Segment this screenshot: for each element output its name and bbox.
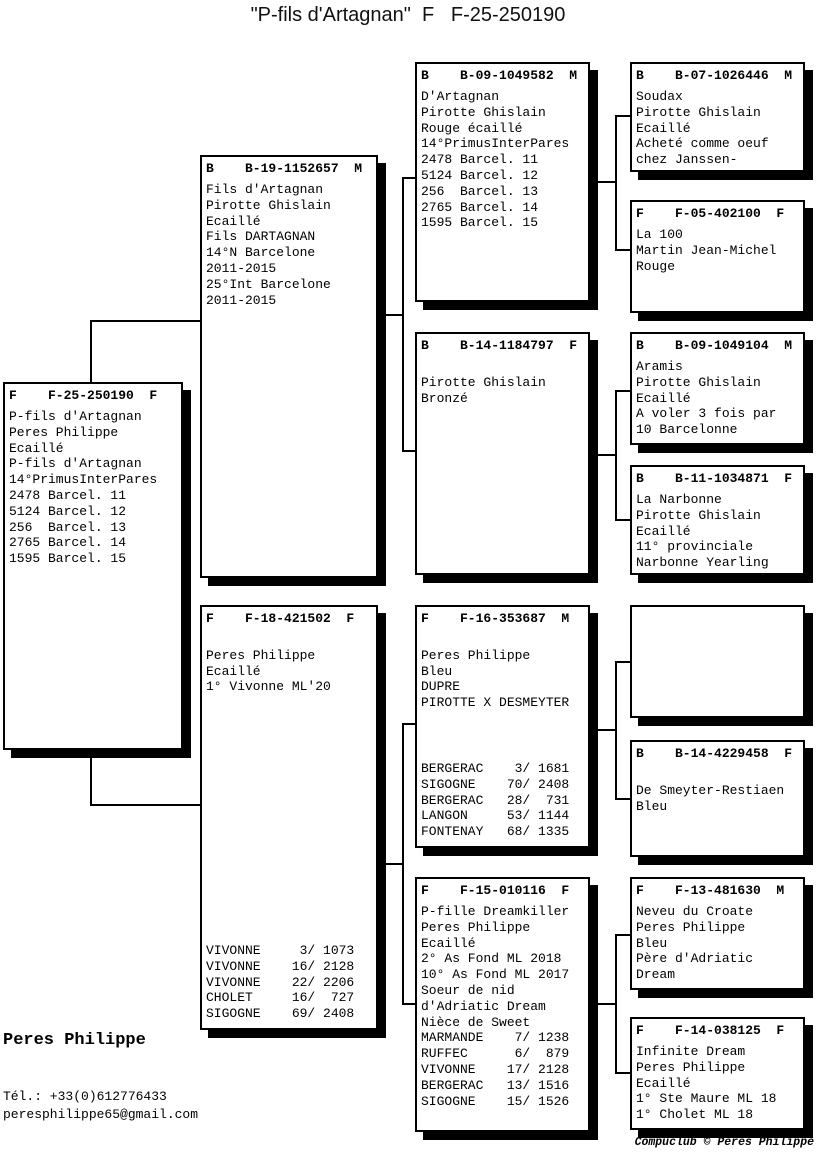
box-F-16-353687: [415, 605, 590, 848]
connector-line: [615, 390, 631, 392]
connector-line: [590, 181, 617, 183]
connector-line: [402, 177, 404, 452]
connector-line: [402, 450, 416, 452]
box-lines: Neveu du Croate Peres Philippe Bleu Père d'Adriatic Dream: [636, 904, 754, 983]
ring-header: F F-13-481630 M: [636, 883, 785, 898]
connector-line: [402, 1003, 416, 1005]
connector-line: [402, 177, 416, 179]
box-F-05-402100: [630, 200, 805, 313]
connector-line: [615, 661, 617, 800]
connector-line: [590, 454, 617, 456]
box-lines: Soudax Pirotte Ghislain Ecaillé Acheté comme oeuf chez Janssen-: [636, 89, 769, 168]
connector-line: [402, 723, 416, 725]
breeder-email: peresphilippe65@gmail.com: [3, 1107, 199, 1122]
box-F-15-010116: [415, 877, 590, 1132]
connector-line: [615, 249, 631, 251]
box-lines: P-fils d'Artagnan Peres Philippe Ecaillé P-fils d'Artagnan 14°PrimusInterPares 2478 Barcel. 11 5124 Barcel. 12 256 Barcel. 13 2765 Barcel. 14 1595 Barcel. 15: [9, 409, 158, 567]
ring-header: F F-16-353687 M: [421, 611, 570, 626]
box-subject-F-25-250190: [3, 382, 183, 750]
breeder-phone: Tél.: +33(0)612776433: [3, 1089, 167, 1104]
connector-line: [615, 390, 617, 521]
box-lines: P-fille Dreamkiller Peres Philippe Ecaillé 2° As Fond ML 2018 10° As Fond ML 2017 Soeur de nid d'Adriatic Dream Nièce de Sweet MARMANDE 7/ 1238 RUFFEC 6/ 879 VIVONNE 17/ 2128 BERGERAC 13/ 1516 SIGOGNE 15/ 1526: [421, 904, 570, 1109]
box-sire-B-19-1152657: [200, 155, 378, 578]
box-F-14-038125: [630, 1017, 805, 1130]
connector-line: [615, 934, 617, 1074]
box-lines: Fils d'Artagnan Pirotte Ghislain Ecaillé Fils DARTAGNAN 14°N Barcelone 2011-2015 25°Int Barcelone 2011-2015: [206, 182, 331, 308]
box-dam-F-18-421502: [200, 605, 378, 1030]
ring-header: B B-19-1152657 M: [206, 161, 363, 176]
connector-line: [378, 314, 404, 316]
connector-line: [615, 798, 631, 800]
connector-line: [615, 519, 631, 521]
box-F-13-481630: [630, 877, 805, 990]
box-lines: Infinite Dream Peres Philippe Ecaillé 1° Ste Maure ML 18 1° Cholet ML 18: [636, 1044, 777, 1123]
ring-header: B B-14-4229458 F: [636, 746, 793, 761]
ring-header: B B-14-1184797 F: [421, 338, 578, 353]
ring-header: B B-09-1049104 M: [636, 338, 793, 353]
box-lines: D'Artagnan Pirotte Ghislain Rouge écaillé 14°PrimusInterPares 2478 Barcel. 11 5124 Barcel. 12 256 Barcel. 13 2765 Barcel. 14 1595 Barcel. 15: [421, 89, 570, 231]
race-results: VIVONNE 3/ 1073 VIVONNE 16/ 2128 VIVONNE 22/ 2206 CHOLET 16/ 727 SIGOGNE 69/ 2408: [206, 943, 355, 1022]
connector-line: [615, 934, 631, 936]
connector-line: [90, 804, 202, 806]
box-empty: [630, 605, 805, 718]
ring-header: B B-09-1049582 M: [421, 68, 578, 83]
box-lines: La 100 Martin Jean-Michel Rouge: [636, 227, 777, 274]
connector-line: [378, 863, 404, 865]
box-lines: De Smeyter-Restiaen Bleu: [636, 782, 785, 814]
ring-header: B B-07-1026446 M: [636, 68, 793, 83]
page-title: "P-fils d'Artagnan" F F-25-250190: [250, 4, 566, 26]
box-lines: Peres Philippe Bleu DUPRE PIROTTE X DESMEYTER: [421, 647, 570, 711]
box-lines: La Narbonne Pirotte Ghislain Ecaillé 11° provinciale Narbonne Yearling: [636, 492, 769, 571]
box-lines: Peres Philippe Ecaillé 1° Vivonne ML'20: [206, 647, 331, 695]
box-B-09-1049104: [630, 332, 805, 445]
box-lines: Aramis Pirotte Ghislain Ecaillé A voler 3 fois par 10 Barcelonne: [636, 359, 777, 438]
box-B-07-1026446: [630, 62, 805, 172]
box-B-14-4229458: [630, 740, 805, 857]
connector-line: [90, 320, 200, 322]
connector-line: [615, 115, 631, 117]
ring-header: F F-15-010116 F: [421, 883, 570, 898]
connector-line: [402, 723, 404, 1005]
ring-header: [636, 609, 799, 632]
connector-line: [615, 115, 617, 251]
box-B-09-1049582: [415, 62, 590, 302]
box-lines: Pirotte Ghislain Bronzé: [421, 374, 546, 406]
ring-header: F F-25-250190 F: [9, 388, 158, 403]
ring-header: B B-11-1034871 F: [636, 471, 793, 486]
ring-header: F F-14-038125 F: [636, 1023, 785, 1038]
connector-line: [615, 1072, 631, 1074]
race-results: BERGERAC 3/ 1681 SIGOGNE 70/ 2408 BERGERAC 28/ 731 LANGON 53/ 1144 FONTENAY 68/ 1335: [421, 761, 570, 840]
connector-line: [590, 1003, 617, 1005]
connector-line: [590, 729, 617, 731]
breeder-name: Peres Philippe: [3, 1031, 146, 1050]
connector-line: [615, 661, 631, 663]
ring-header: F F-18-421502 F: [206, 611, 355, 626]
box-B-14-1184797: [415, 332, 590, 575]
ring-header: F F-05-402100 F: [636, 206, 785, 221]
box-B-11-1034871: [630, 465, 805, 575]
software-credit: Compuclub © Peres Philippe: [634, 1136, 814, 1149]
